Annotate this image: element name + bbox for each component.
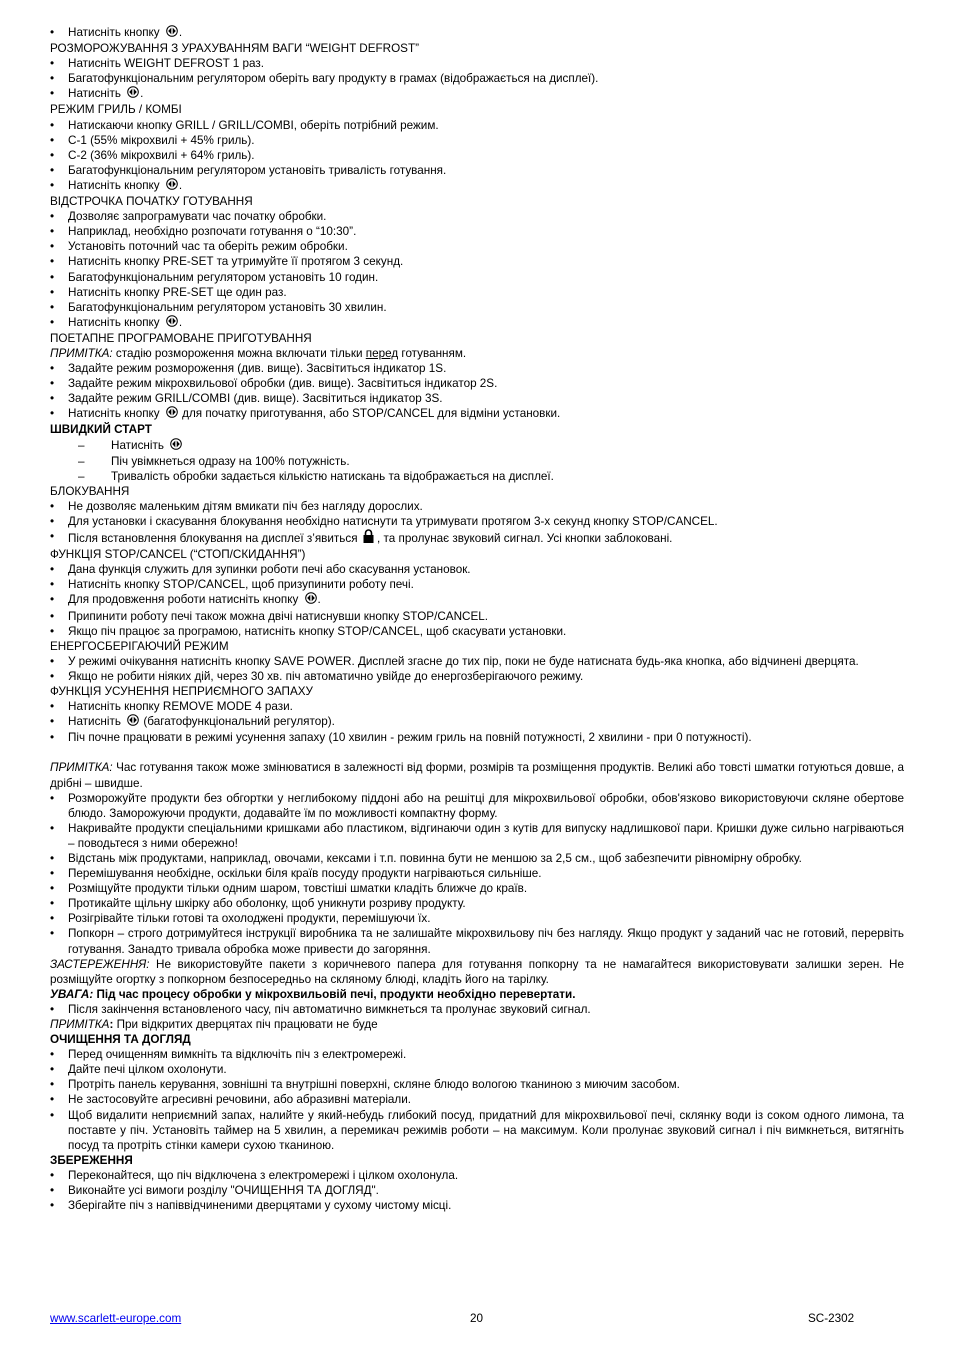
text-run: Дозволяє запрограмувати час початку обробки. [68,210,327,224]
text-run: Натисніть кнопку STOP/CANCEL, щоб призупинити роботу печі. [68,578,414,592]
text-run: Перемішування необхідне, оскільки біля країв посуду продукти нагріваються сильніше. [68,867,542,881]
text-run: Не застосовуйте агресивні речовини, або абразивні матеріали. [68,1093,412,1107]
paragraph [50,194,904,209]
text-run: Якщо піч працює за програмою, натисніть кнопку STOP/CANCEL, щоб скасувати установки. [68,624,567,638]
text-run: Задайте режим розмороження (див. вище). Засвітиться індикатор 1S. [68,362,447,376]
text-run: ЕНЕРГОСБЕРІГАЮЧИЙ РЕЖИМ [50,639,229,653]
text-run: Щоб видалити неприємний запах, налийте у який-небудь глибокий посуд, придатний для мікрохвильової печі, склянку води із соком одного лимона, та поставте у піч. Установіть таймер на 5 хвилин, а перемикач режимів роботи – на максимум. Коли пролунає звуковий сигнал і піч вимкнеться, витягніть посуд та протріть стінки камери сухою тканиною. [68,1108,904,1152]
text-run: У режимі очікування натисніть кнопку SAVE POWER. Дисплей згасне до тих пір, поки не буде натисната будь-яка кнопка, або відчинені дверцята. [68,654,859,668]
text-run: (багатофункціональний регулятор). [140,715,335,729]
spacer [50,745,904,760]
paragraph [50,547,904,562]
start-button-icon [165,25,179,41]
document-body [50,25,904,1213]
bullet-item [50,499,904,514]
bullet-item [50,577,904,592]
text-run: Багатофункціональним регулятором установіть тривалість готування. [68,163,447,177]
text-run: Протріть панель керування, зовнішні та внутрішні поверхні, скляне блюдо вологою тканиною з миючим засобом. [68,1078,680,1092]
text-run: Не дозволяє маленьким дітям вмикати піч без нагляду дорослих. [68,499,423,513]
start-button-icon [165,406,179,422]
text-run: Задайте режим GRILL/COMBI (див. вище). Засвітиться індикатор 3S. [68,392,443,406]
text-run: Задайте режим мікрохвильової обробки (див. вище). Засвітиться індикатор 2S. [68,377,498,391]
text-run: БЛОКУВАННЯ [50,484,130,498]
bullet-item [50,254,904,269]
bullet-item [50,1198,904,1213]
bullet-item [50,118,904,133]
start-button-icon [165,315,179,331]
bullet-item [50,1002,904,1017]
paragraph [50,41,904,56]
text-run: Припинити роботу печі також можна двічі натиснувши кнопку STOP/CANCEL. [68,609,488,623]
text-run: ФУНКЦІЯ STOP/CANCEL (“СТОП/СКИДАННЯ”) [50,548,306,562]
bullet-item [50,896,904,911]
bullet-item [50,361,904,376]
bullet-item [50,609,904,624]
text-run: Натисніть [68,715,125,729]
text-run: Натисніть [111,438,168,452]
bullet-item [50,224,904,239]
paragraph [50,957,904,987]
dash-item [50,454,904,469]
start-button-icon [304,592,318,608]
text-run: Натисніть WEIGHT DEFROST 1 раз. [68,57,265,71]
bullet-item [50,714,904,730]
text-run: Накривайте продукти спеціальними кришками або пластиком, відгинаючи один з кутів для випуску надлишкової пари. Кришки дуже сильно нагріваються – поводьтеся з ними обережно! [68,821,904,850]
text-run: Багатофункціональним регулятором установіть 10 годин. [68,270,379,284]
dash-item [50,438,904,454]
text-run: Для продовження роботи натисніть кнопку [68,593,302,607]
text-run: Розміщуйте продукти тільки одним шаром, товстіші шматки кладіть ближче до країв. [68,882,528,896]
paragraph [50,346,904,361]
bullet-item [50,730,904,745]
text-run: При відкритих дверцятах піч працювати не буде [113,1018,378,1031]
bullet-item [50,821,904,851]
text-run: Натисніть кнопку PRE-SET ще один раз. [68,285,287,299]
bullet-item [50,406,904,422]
bullet-item [50,699,904,714]
bullet-item [50,851,904,866]
text-run: Багатофункціональним регулятором оберіть вагу продукту в грамах (відображається на дисплеї). [68,72,599,86]
bullet-item [50,911,904,926]
text-run: РОЗМОРОЖУВАННЯ З УРАХУВАННЯМ ВАГИ “WEIGHT DEFROST” [50,42,419,56]
text-run: Протикайте щільну шкірку або оболонку, щоб уникнути розриву продукту. [68,897,466,911]
text-run: . [178,315,183,329]
bullet-item [50,926,904,956]
paragraph [50,331,904,346]
styled-text-run: ПРИМІТКА [50,1018,110,1031]
text-run: C-1 (55% мікрохвилі + 45% гриль). [68,133,255,147]
bullet-item [50,592,904,608]
text-run: Натисніть кнопку [68,315,163,329]
start-button-icon [126,714,140,730]
text-run: ВІДСТРОЧКА ПОЧАТКУ ГОТУВАННЯ [50,195,253,209]
bullet-item [50,163,904,178]
text-run: Розігрівайте тільки готові та охолоджені продукти, перемішуючи їх. [68,912,431,926]
bullet-item [50,791,904,821]
bullet-item [50,1047,904,1062]
text-run: Не використовуйте пакети з коричневого папера для готування попкорну та не намагайтеся використовувати залишки зерен. Не розміщуйте огортку з попкорном безпосередньо на скляному блюді, кладіть його на тарілку. [50,957,904,986]
bullet-item [50,1092,904,1107]
paragraph [50,1017,904,1032]
text-run: Після встановлення блокування на дисплеї з’явиться [68,532,361,546]
styled-text-run: Під час процесу обробки у мікрохвильовій печі, продукти необхідно перевертати. [93,987,576,1001]
paragraph [50,760,904,790]
bullet-item [50,1062,904,1077]
bullet-item [50,300,904,315]
text-run: Розморожуйте продукти без обгортки у неглибокому піддоні або на решітці для мікрохвильової обробки, обов'язково використовуючи скляне обертове блюдо. Заморожуючи продукти, додавайте їм по можливості компактну форму. [68,791,904,820]
text-run: Піч почне працювати в режимі усунення запаху (10 хвилин - режим гриль на повній потужності, 2 хвилини - при 0 потужності). [68,731,752,745]
bullet-item [50,866,904,881]
start-button-icon [169,438,183,454]
text-run: Якщо не робити ніяких дій, через 30 хв. піч автоматично увійде до енергозберігаючого режиму. [68,669,584,683]
text-run: Перед очищенням вимкніть та відключіть піч з електромережі. [68,1048,407,1062]
text-run: Натисніть кнопку [68,178,163,192]
dash-item [50,469,904,484]
text-run: Піч увімкнеться одразу на 100% потужність. [111,454,350,468]
text-run: Натисніть кнопку [68,26,163,39]
styled-text-run: ШВИДКИЙ СТАРТ [50,423,152,437]
bullet-item [50,514,904,529]
text-run: Дана функція служить для зупинки роботи печі або скасування установок. [68,563,471,577]
styled-text-run: ЗБЕРЕЖЕННЯ [50,1153,133,1167]
styled-text-run: ОЧИЩЕННЯ ТА ДОГЛЯД [50,1033,191,1047]
styled-text-run: УВАГА: [50,987,94,1001]
text-run: Натисніть кнопку [68,407,163,421]
text-run: Натисніть [68,87,125,101]
start-button-icon [165,178,179,194]
page-footer [50,1312,904,1328]
bullet-item [50,376,904,391]
text-run: Виконайте усі вимоги розділу "ОЧИЩЕННЯ ТА ДОГЛЯД". [68,1184,379,1198]
bullet-item [50,1077,904,1092]
text-run: Натисніть кнопку PRE-SET та утримуйте її протягом 3 секунд. [68,255,404,269]
bullet-item [50,56,904,71]
bullet-item [50,178,904,194]
start-button-icon [126,86,140,102]
bullet-item [50,25,904,41]
text-run: Для установки і скасування блокування необхідно натиснути та утримувати протягом 3-х секунд кнопку STOP/CANCEL. [68,515,718,528]
bullet-item [50,239,904,254]
website-link[interactable]: www.scarlett-europe.com [50,1312,182,1325]
bullet-item [50,529,904,547]
bullet-item [50,71,904,86]
paragraph [50,987,904,1002]
text-run: . [178,178,183,192]
text-run: РЕЖИМ ГРИЛЬ / КОМБІ [50,103,182,117]
text-run: Переконайтеся, що піч відключена з електромережі і цілком охолонула. [68,1168,459,1182]
text-run: ПОЕТАПНЕ ПРОГРАМОВАНЕ ПРИГОТУВАННЯ [50,331,312,345]
bullet-item [50,669,904,684]
paragraph [50,484,904,499]
text-run: . [178,26,183,39]
paragraph [50,639,904,654]
text-run: Попкорн – строго дотримуйтеся інструкції виробника та не залишайте мікрохвильову піч без нагляду. Якщо продукт у заданий час не готовий, перервіть готування. Занадто тривала обробка може привести до загоряння. [68,927,904,956]
styled-text-run: ПРИМІТКА: [50,346,113,360]
text-run: Натисніть кнопку REMOVE MODE 4 рази. [68,700,293,714]
bullet-item [50,133,904,148]
text-run: , та пролунає звуковий сигнал. Усі кнопки заблоковані. [373,532,673,546]
text-run: Багатофункціональним регулятором установіть 30 хвилин. [68,300,387,314]
text-run: . [317,593,321,607]
bullet-item [50,391,904,406]
bullet-item [50,562,904,577]
styled-text-run: ЗАСТЕРЕЖЕННЯ: [50,957,150,971]
page-number: 20 [470,1312,484,1325]
text-run: Відстань між продуктами, наприклад, овочами, кексами і т.п. повинна бути не меншою за 2,5 см., щоб забезпечити рівномірну обробку. [68,851,802,865]
bullet-item [50,1108,904,1153]
text-run: Після закінчення встановленого часу, піч автоматично вимкнеться та пролунає звуковий сигнал. [68,1002,591,1016]
text-run: ФУНКЦІЯ УСУНЕННЯ НЕПРИЄМНОГО ЗАПАХУ [50,685,313,699]
bullet-item [50,270,904,285]
styled-text-run: ПРИМІТКА: [50,761,113,775]
styled-text-run: перед [365,346,399,360]
text-run: стадію розмороження можна включати тільки [112,346,366,360]
bullet-item [50,624,904,639]
bullet-item [50,1168,904,1183]
text-run: для початку приготування, або STOP/CANCEL для відміни установки. [178,407,561,421]
model-number: SC-2302 [808,1312,855,1325]
text-run: Зберігайте піч з напіввідчиненими дверцятами у сухому чистому місці. [68,1199,452,1213]
paragraph [50,102,904,117]
text-run: Тривалість обробки задається кількістю натискань та відображається на дисплеї. [111,469,554,483]
bullet-item [50,654,904,669]
bullet-item [50,285,904,300]
paragraph [50,684,904,699]
text-run: C-2 (36% мікрохвилі + 64% гриль). [68,148,255,162]
bullet-item [50,209,904,224]
text-run: Натискаючи кнопку GRILL / GRILL/COMBI, оберіть потрібний режим. [68,118,439,132]
paragraph [50,1153,904,1168]
paragraph [50,422,904,437]
lock-icon [363,529,374,547]
text-run: Установіть поточний час та оберіть режим обробки. [68,240,348,254]
bullet-item [50,86,904,102]
text-run: Наприклад, необхідно розпочати готування о “10:30”. [68,225,357,239]
text-run: готуванням. [398,346,467,360]
bullet-item [50,881,904,896]
styled-text-run: : [109,1018,114,1031]
bullet-item [50,1183,904,1198]
bullet-item [50,315,904,331]
paragraph [50,1032,904,1047]
text-run: Час готування також може змінюватися в залежності від форми, розмірів та розміщення продуктів. Великі або товсті шматки готуються довше, а дрібні – швидше. [50,761,904,790]
bullet-item [50,148,904,163]
text-run: Дайте печі цілком охолонути. [68,1063,227,1077]
text-run: . [140,87,144,101]
